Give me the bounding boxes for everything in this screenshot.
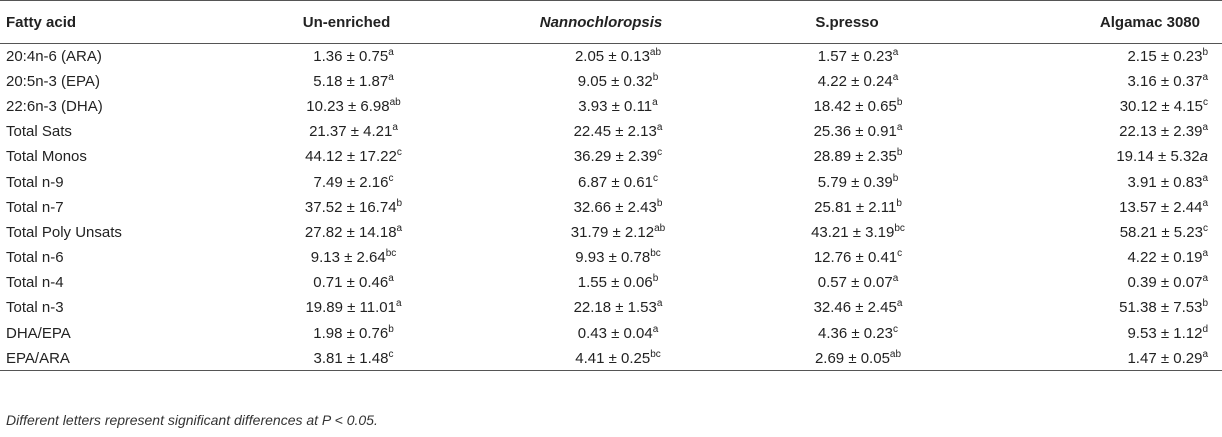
significance-letter: d bbox=[1202, 323, 1208, 335]
table-row bbox=[0, 69, 1222, 94]
value-cell bbox=[475, 169, 727, 194]
value-cell bbox=[967, 119, 1222, 144]
cell-value: 1.98 ± 0.76 bbox=[313, 324, 389, 342]
table-row bbox=[0, 346, 1222, 371]
cell-value: 27.82 ± 14.18 bbox=[304, 223, 397, 241]
cell-value: 32.46 ± 2.45 bbox=[813, 299, 897, 317]
significance-letter: a bbox=[892, 71, 899, 83]
cell-value: 30.12 ± 4.15 bbox=[1119, 97, 1203, 115]
significance-letter: ab bbox=[649, 46, 662, 58]
value-cell bbox=[727, 220, 967, 245]
significance-letter: b bbox=[388, 323, 394, 335]
significance-letter: c bbox=[892, 323, 898, 335]
row-label: Total n-3 bbox=[6, 299, 64, 317]
significance-letter: b bbox=[896, 96, 903, 108]
value-cell bbox=[727, 195, 967, 220]
cell-value: 3.93 ± 0.11 bbox=[578, 97, 653, 115]
table-footnote: Different letters represent significant differences at P < 0.05. bbox=[6, 412, 378, 428]
cell-value: 4.36 ± 0.23 bbox=[818, 324, 893, 342]
cell-value: 37.52 ± 16.74 bbox=[304, 198, 397, 216]
value-cell bbox=[218, 144, 475, 169]
table-row bbox=[0, 144, 1222, 169]
row-label: Total n-7 bbox=[6, 198, 64, 216]
significance-letter: a bbox=[396, 222, 403, 234]
cell-value: 3.16 ± 0.37 bbox=[1127, 72, 1203, 90]
value-cell bbox=[967, 245, 1222, 270]
row-label: Total Monos bbox=[6, 148, 87, 166]
value-cell bbox=[218, 44, 475, 69]
significance-letter: c bbox=[652, 172, 658, 184]
significance-letter: a bbox=[1202, 348, 1208, 360]
value-cell bbox=[727, 169, 967, 194]
header-algamac: Algamac 3080 bbox=[1099, 13, 1200, 31]
significance-letter: a bbox=[1202, 248, 1208, 260]
significance-letter: c bbox=[1203, 96, 1208, 108]
significance-letter: a bbox=[896, 298, 903, 310]
value-cell bbox=[475, 346, 727, 371]
significance-letter: a bbox=[652, 323, 659, 335]
value-cell bbox=[967, 69, 1222, 94]
row-label: Total Poly Unsats bbox=[6, 223, 122, 241]
cell-value: 5.18 ± 1.87 bbox=[313, 72, 389, 90]
significance-letter: c bbox=[1203, 222, 1208, 234]
significance-letter: a bbox=[892, 46, 899, 58]
value-cell bbox=[218, 119, 475, 144]
significance-letter: a bbox=[388, 71, 394, 83]
significance-letter: ab bbox=[389, 96, 401, 108]
row-label: Total Sats bbox=[6, 123, 72, 141]
significance-letter: b bbox=[1202, 298, 1208, 310]
value-cell bbox=[967, 346, 1222, 371]
value-cell bbox=[727, 69, 967, 94]
value-cell bbox=[218, 220, 475, 245]
significance-letter: a bbox=[388, 46, 394, 58]
significance-letter: a bbox=[388, 273, 394, 285]
value-cell bbox=[475, 69, 727, 94]
value-cell bbox=[218, 270, 475, 295]
cell-value: 19.14 ± 5.32 bbox=[1116, 148, 1200, 166]
value-cell bbox=[218, 195, 475, 220]
value-cell bbox=[475, 321, 727, 346]
significance-letter: b bbox=[652, 273, 659, 285]
value-cell bbox=[475, 195, 727, 220]
cell-value: 5.79 ± 0.39 bbox=[817, 173, 893, 191]
value-cell bbox=[475, 270, 727, 295]
cell-value: 22.18 ± 1.53 bbox=[573, 299, 657, 317]
significance-letter: bc bbox=[894, 222, 905, 234]
value-cell bbox=[727, 94, 967, 119]
value-cell bbox=[727, 119, 967, 144]
value-cell bbox=[967, 270, 1222, 295]
significance-letter: bc bbox=[650, 348, 661, 360]
cell-value: 3.81 ± 1.48 bbox=[313, 349, 389, 367]
value-cell bbox=[475, 94, 727, 119]
cell-value: 28.89 ± 2.35 bbox=[813, 148, 897, 166]
significance-letter: c bbox=[657, 147, 663, 159]
value-cell bbox=[727, 295, 967, 320]
value-cell bbox=[218, 346, 475, 371]
value-cell bbox=[967, 44, 1222, 69]
significance-letter: ab bbox=[654, 222, 666, 234]
table-row bbox=[0, 195, 1222, 220]
cell-value: 25.36 ± 0.91 bbox=[813, 123, 897, 141]
table-row bbox=[0, 245, 1222, 270]
cell-value: 19.89 ± 11.01 bbox=[305, 299, 396, 317]
significance-letter: a bbox=[1199, 148, 1208, 166]
value-cell bbox=[727, 44, 967, 69]
significance-letter: a bbox=[892, 273, 899, 285]
cell-value: 32.66 ± 2.43 bbox=[573, 198, 657, 216]
cell-value: 2.15 ± 0.23 bbox=[1127, 47, 1203, 65]
value-cell bbox=[727, 245, 967, 270]
value-cell bbox=[218, 169, 475, 194]
value-cell bbox=[475, 144, 727, 169]
cell-value: 43.21 ± 3.19 bbox=[811, 223, 895, 241]
cell-value: 3.91 ± 0.83 bbox=[1127, 173, 1203, 191]
cell-value: 0.71 ± 0.46 bbox=[313, 274, 389, 292]
value-cell bbox=[727, 270, 967, 295]
row-label: Total n-9 bbox=[6, 173, 64, 191]
value-cell bbox=[218, 69, 475, 94]
cell-value: 0.39 ± 0.07 bbox=[1127, 274, 1203, 292]
significance-letter: a bbox=[395, 298, 402, 310]
value-cell bbox=[475, 245, 727, 270]
value-cell bbox=[967, 220, 1222, 245]
significance-letter: c bbox=[396, 147, 402, 159]
cell-value: 10.23 ± 6.98 bbox=[306, 97, 390, 115]
cell-value: 4.22 ± 0.19 bbox=[1127, 249, 1203, 267]
significance-letter: a bbox=[1202, 122, 1208, 134]
table-row bbox=[0, 295, 1222, 320]
significance-letter: b bbox=[892, 172, 899, 184]
cell-value: 22.45 ± 2.13 bbox=[573, 123, 657, 141]
cell-value: 1.47 ± 0.29 bbox=[1127, 349, 1203, 367]
cell-value: 36.29 ± 2.39 bbox=[573, 148, 658, 166]
header-fatty-acid: Fatty acid bbox=[6, 13, 77, 31]
significance-letter: b bbox=[1202, 46, 1208, 58]
table-row bbox=[0, 220, 1222, 245]
value-cell bbox=[218, 94, 475, 119]
cell-value: 6.87 ± 0.61 bbox=[578, 173, 653, 191]
value-cell bbox=[967, 321, 1222, 346]
header-nannochloropsis: Nannochloropsis bbox=[539, 13, 663, 31]
row-label: 20:5n-3 (EPA) bbox=[6, 72, 100, 90]
significance-letter: a bbox=[1202, 71, 1208, 83]
significance-letter: b bbox=[896, 147, 903, 159]
row-label: DHA/EPA bbox=[6, 324, 71, 342]
row-label: Total n-6 bbox=[6, 249, 64, 267]
significance-letter: b bbox=[396, 197, 403, 209]
significance-letter: b bbox=[896, 197, 902, 209]
significance-letter: b bbox=[652, 71, 659, 83]
table-row bbox=[0, 119, 1222, 144]
value-cell bbox=[218, 245, 475, 270]
cell-value: 1.55 ± 0.06 bbox=[577, 274, 653, 292]
value-cell bbox=[727, 321, 967, 346]
cell-value: 4.41 ± 0.25 bbox=[575, 349, 651, 367]
cell-value: 13.57 ± 2.44 bbox=[1119, 198, 1203, 216]
significance-letter: a bbox=[1202, 197, 1208, 209]
value-cell bbox=[218, 321, 475, 346]
significance-letter: a bbox=[1202, 172, 1208, 184]
significance-letter: a bbox=[896, 122, 903, 134]
cell-value: 2.69 ± 0.05 bbox=[814, 349, 890, 367]
cell-value: 7.49 ± 2.16 bbox=[313, 173, 389, 191]
row-label: EPA/ARA bbox=[6, 349, 70, 367]
cell-value: 1.57 ± 0.23 bbox=[817, 47, 893, 65]
cell-value: 4.22 ± 0.24 bbox=[817, 72, 893, 90]
value-cell bbox=[727, 346, 967, 371]
cell-value: 31.79 ± 2.12 bbox=[570, 223, 655, 241]
row-label: Total n-4 bbox=[6, 274, 64, 292]
cell-value: 21.37 ± 4.21 bbox=[309, 123, 393, 141]
row-label: 22:6n-3 (DHA) bbox=[6, 97, 103, 115]
cell-value: 25.81 ± 2.11 bbox=[814, 198, 897, 216]
significance-letter: ab bbox=[889, 348, 902, 360]
significance-letter: bc bbox=[650, 248, 661, 260]
table-row bbox=[0, 169, 1222, 194]
header-row bbox=[0, 1, 1222, 44]
significance-letter: a bbox=[652, 96, 658, 108]
cell-value: 51.38 ± 7.53 bbox=[1119, 299, 1203, 317]
value-cell bbox=[967, 144, 1222, 169]
significance-letter: a bbox=[656, 122, 663, 134]
value-cell bbox=[967, 295, 1222, 320]
cell-value: 9.53 ± 1.12 bbox=[1127, 324, 1203, 342]
cell-value: 9.93 ± 0.78 bbox=[575, 249, 651, 267]
value-cell bbox=[727, 144, 967, 169]
cell-value: 2.05 ± 0.13 bbox=[574, 47, 650, 65]
value-cell bbox=[475, 220, 727, 245]
cell-value: 44.12 ± 17.22 bbox=[305, 148, 397, 166]
cell-value: 18.42 ± 0.65 bbox=[813, 97, 897, 115]
significance-letter: a bbox=[1202, 273, 1208, 285]
significance-letter: a bbox=[656, 298, 663, 310]
cell-value: 22.13 ± 2.39 bbox=[1119, 123, 1203, 141]
value-cell bbox=[475, 295, 727, 320]
value-cell bbox=[967, 94, 1222, 119]
cell-value: 9.13 ± 2.64 bbox=[310, 249, 386, 267]
cell-value: 1.36 ± 0.75 bbox=[313, 47, 389, 65]
table-row bbox=[0, 94, 1222, 119]
value-cell bbox=[475, 44, 727, 69]
value-cell bbox=[967, 195, 1222, 220]
header-un-enriched: Un-enriched bbox=[302, 13, 391, 31]
table-row bbox=[0, 270, 1222, 295]
cell-value: 58.21 ± 5.23 bbox=[1119, 223, 1203, 241]
table-row bbox=[0, 321, 1222, 346]
value-cell bbox=[475, 119, 727, 144]
cell-value: 0.57 ± 0.07 bbox=[817, 274, 893, 292]
value-cell bbox=[218, 295, 475, 320]
cell-value: 9.05 ± 0.32 bbox=[577, 72, 653, 90]
cell-value: 0.43 ± 0.04 bbox=[577, 324, 653, 342]
cell-value: 12.76 ± 0.41 bbox=[813, 249, 898, 267]
header-spresso: S.presso bbox=[815, 13, 879, 31]
significance-letter: c bbox=[388, 348, 394, 360]
significance-letter: c bbox=[388, 172, 394, 184]
significance-letter: c bbox=[897, 248, 903, 260]
significance-letter: bc bbox=[385, 248, 397, 260]
table-row bbox=[0, 44, 1222, 69]
row-label: 20:4n-6 (ARA) bbox=[6, 47, 102, 65]
table-body bbox=[0, 44, 1222, 371]
significance-letter: a bbox=[392, 122, 398, 134]
value-cell bbox=[967, 169, 1222, 194]
significance-letter: b bbox=[656, 197, 663, 209]
